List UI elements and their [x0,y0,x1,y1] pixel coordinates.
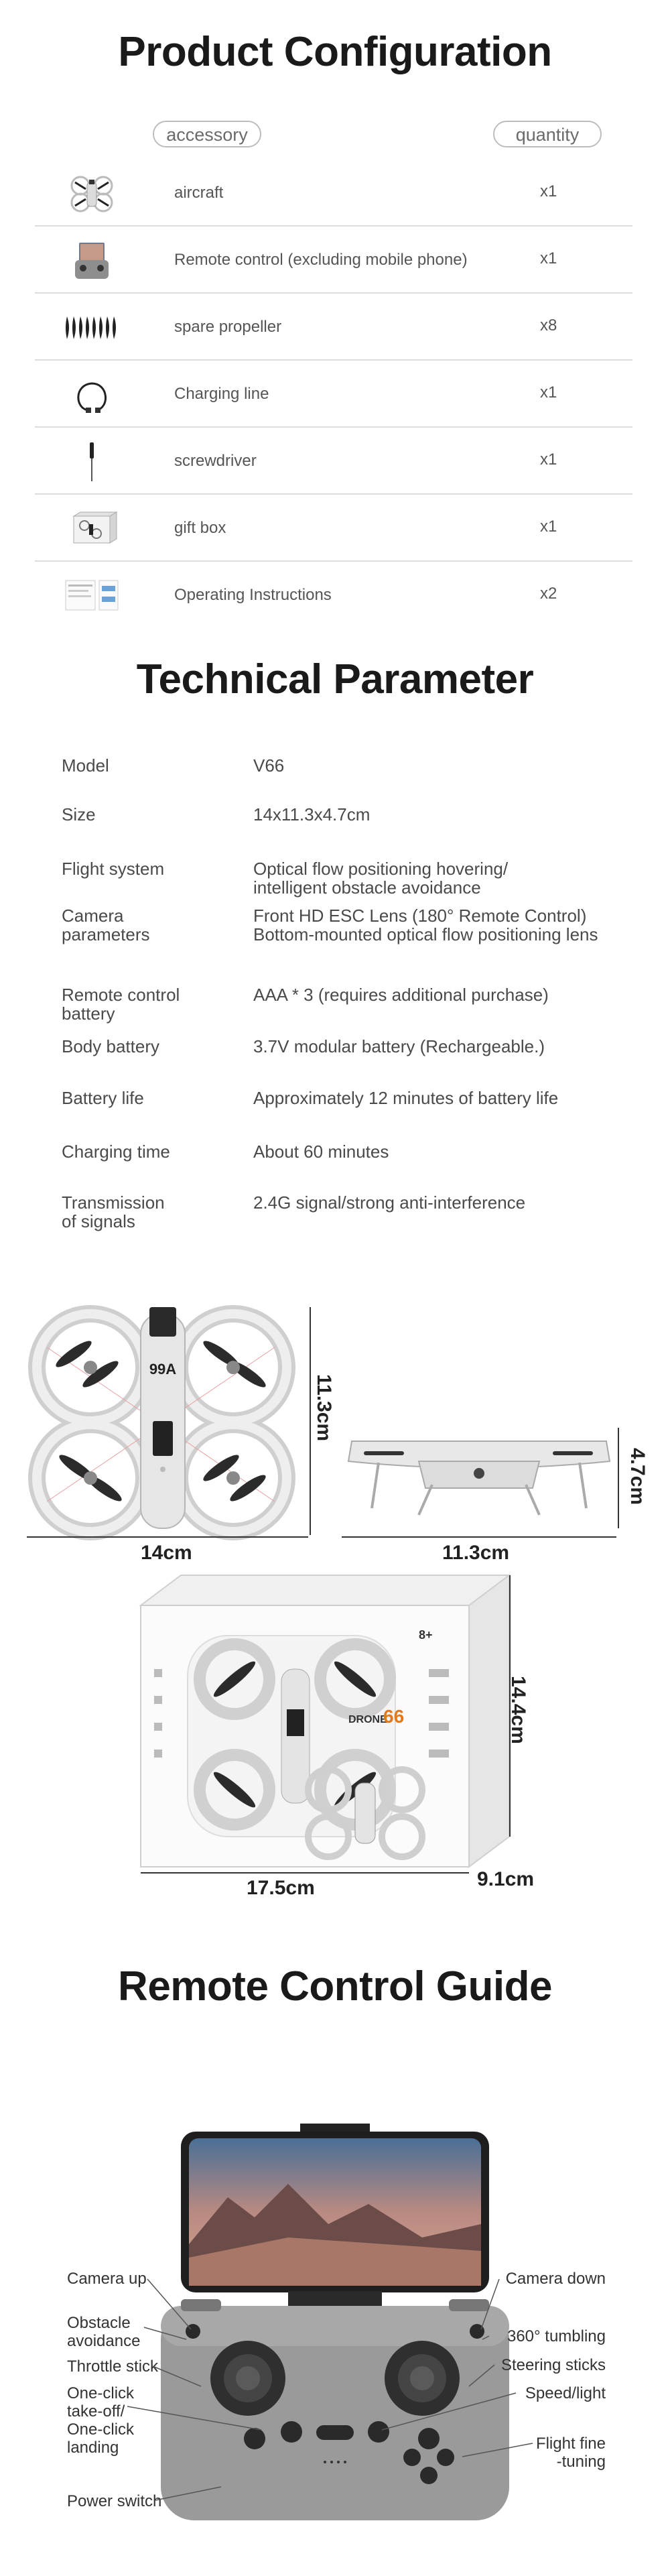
label-one-click-takeoff: One-click take-off/ One-click landing [67,2384,135,2457]
label-360-tumbling: 360° tumbling [507,2327,606,2345]
drone-top-view [20,1300,308,1548]
top-width-label: 14cm [141,1542,192,1564]
side-width-label: 11.3cm [442,1542,510,1564]
remote-icon [62,241,122,280]
config-row [35,361,632,428]
top-width-line [27,1536,308,1538]
param-value: Optical flow positioning hovering/ intelligent obstacle avoidance [253,859,509,898]
callout-lines [0,2266,670,2520]
params-title: Technical Parameter [136,656,534,702]
param-label: Body battery [62,1036,159,1056]
config-item-name: spare propeller [174,318,282,336]
manual-icon [62,576,122,615]
param-label: Battery life [62,1088,144,1108]
config-item-qty: x8 [540,316,557,334]
param-label: Flight system [62,859,165,879]
label-obstacle-avoidance: Obstacle avoidance [67,2314,141,2350]
box-width-label: 17.5cm [247,1877,315,1899]
config-item-name: aircraft [174,184,224,202]
quantity-column-header: quantity [493,121,602,147]
param-value: V66 [253,755,285,776]
config-item-name: Remote control (excluding mobile phone) [174,251,468,269]
remote-title: Remote Control Guide [118,1963,552,2010]
label-throttle-stick: Throttle stick [67,2357,159,2376]
propeller-icon [62,308,122,347]
label-power-switch: Power switch [67,2492,162,2510]
config-item-qty: x1 [540,383,557,402]
side-height-label: 4.7cm [626,1448,649,1506]
box-brand-text: DRONE [348,1714,387,1725]
cable-icon [62,375,122,414]
param-label: Remote control battery [62,985,180,1024]
param-label: Transmission of signals [62,1192,165,1231]
param-value: About 60 minutes [253,1142,389,1162]
box-width-line [141,1872,469,1874]
screwdriver-icon [62,442,122,481]
gift-box-view [134,1569,523,1890]
config-item-qty: x1 [540,249,557,267]
box-model-text: 66 [383,1706,405,1727]
top-depth-label: 11.3cm [313,1374,335,1442]
config-item-qty: x2 [540,585,557,603]
top-depth-line [310,1307,311,1535]
param-label: Model [62,755,109,776]
config-item-qty: x1 [540,182,557,200]
config-item-name: gift box [174,519,226,537]
label-flight-fine-tuning: Flight fine -tuning [535,2435,606,2471]
param-label: Charging time [62,1142,170,1162]
config-row [35,294,632,361]
config-row [35,562,632,629]
config-item-name: Charging line [174,385,269,403]
config-row [35,495,632,562]
config-item-name: screwdriver [174,452,257,470]
config-row [35,160,632,227]
config-row [35,428,632,495]
box-depth-label: 9.1cm [477,1868,535,1890]
drone-side-view [338,1414,620,1528]
drone-icon [62,174,122,213]
param-value: 2.4G signal/strong anti-interference [253,1192,526,1213]
box-height-label: 14.4cm [507,1676,529,1744]
label-camera-up: Camera up [67,2270,147,2288]
param-value: 3.7V modular battery (Rechargeable.) [253,1036,545,1056]
label-speed-light: Speed/light [525,2384,606,2402]
param-value: Approximately 12 minutes of battery life [253,1088,559,1108]
box-age-text: 8+ [419,1628,433,1642]
drone-badge: 99A [149,1361,177,1377]
config-title: Product Configuration [118,29,552,75]
label-camera-down: Camera down [505,2270,606,2288]
side-width-line [342,1536,616,1538]
param-value: Front HD ESC Lens (180° Remote Control) Bottom-mounted optical flow positioning lens [253,906,598,944]
config-item-qty: x1 [540,450,557,469]
config-row [35,227,632,294]
config-item-qty: x1 [540,517,557,536]
param-label: Size [62,804,96,824]
param-value: 14x11.3x4.7cm [253,804,371,824]
side-height-line [618,1428,619,1528]
param-value: AAA * 3 (requires additional purchase) [253,985,549,1005]
param-label: Camera parameters [62,906,150,944]
label-steering-sticks: Steering sticks [500,2356,606,2374]
config-item-name: Operating Instructions [174,586,332,604]
accessory-column-header: accessory [153,121,261,147]
box-icon [62,509,122,548]
